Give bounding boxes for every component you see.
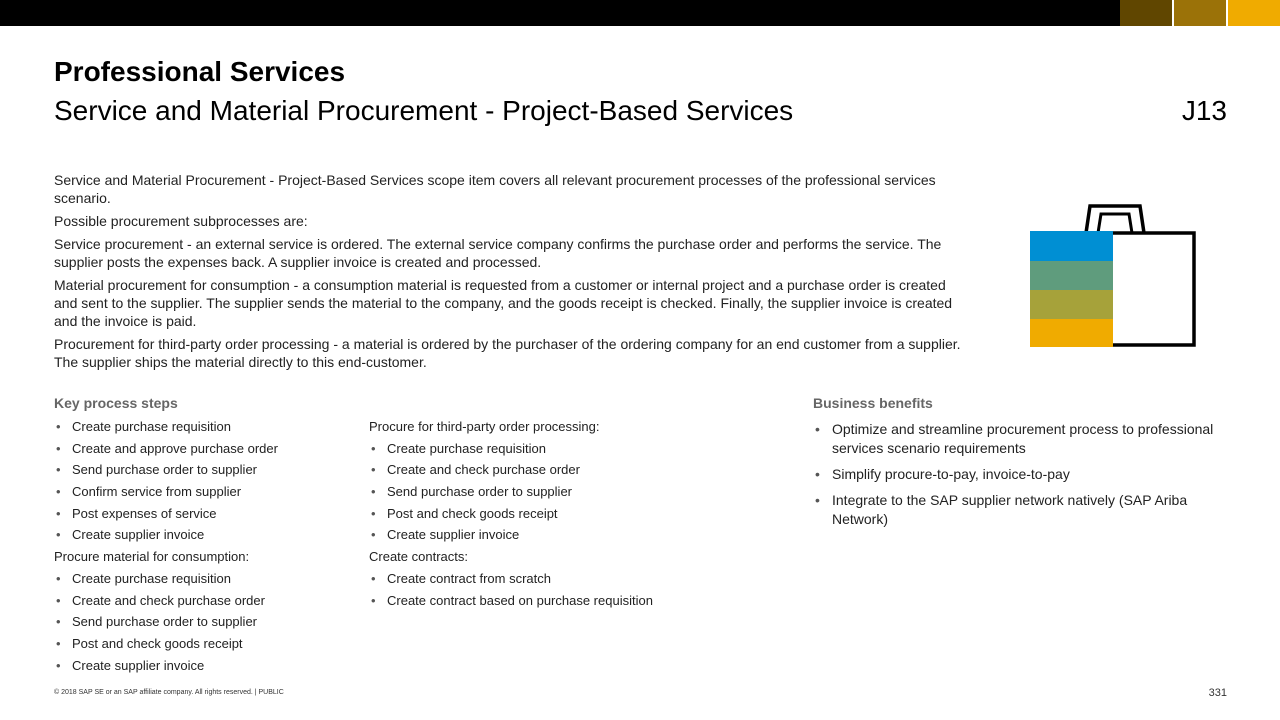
process-step-item: • Send purchase order to supplier [369, 481, 653, 503]
bag-handle-inner [1098, 214, 1132, 233]
process-group-label: Procure material for consumption: [54, 549, 250, 565]
key-steps-heading: Key process steps [54, 395, 178, 411]
process-step-item: • Create and approve purchase order [54, 438, 278, 460]
intro-paragraph: Possible procurement subprocesses are: [54, 213, 308, 229]
process-step-item: • Create and check purchase order [369, 459, 653, 481]
intro-paragraph: Procurement for third-party order processing - a material is ordered by the purchaser of the ordering company for an end customer from a supplier. The supplier ships the material directly to this end-customer. [54, 336, 961, 370]
process-step-item: • Confirm service from supplier [54, 481, 278, 503]
process-step-item: • Create contract based on purchase requisition [369, 590, 653, 612]
top-bar [0, 0, 1120, 26]
process-group-label: Procure for third-party order processing: [369, 419, 600, 434]
process-step-item: • Create purchase requisition [54, 568, 278, 590]
intro-paragraph: Service and Material Procurement - Project-Based Services scope item covers all relevant procurement processes of the professional services scenario. [54, 172, 936, 206]
scope-item-code: J13 [1181, 95, 1227, 126]
key-steps-column-2 [369, 416, 653, 611]
process-step-item: • Post and check goods receipt [54, 633, 278, 655]
process-step-item: • Post expenses of service [54, 503, 278, 525]
intro-paragraph: Material procurement for consumption - a consumption material is requested from a customer or internal project and a purchase order is created and sent to the supplier. The supplier sends the material to the company, and the goods receipt is checked. Finally, the supplier invoice is created and the invoice is paid. [54, 277, 953, 329]
process-step-item: • Create purchase requisition [54, 416, 278, 438]
shopping-bag-icon [1028, 200, 1198, 350]
process-step-item: • Create supplier invoice [54, 655, 278, 677]
slide-subtitle: Service and Material Procurement - Project-Based Services [54, 95, 794, 126]
benefits-heading: Business benefits [813, 395, 933, 411]
process-step-item: • Create contract from scratch [369, 568, 653, 590]
process-step-item: • Create supplier invoice [369, 524, 653, 546]
intro-paragraph: Service procurement - an external service is ordered. The external service company confirms the purchase order and performs the service. The supplier posts the expenses back. A supplier invoice is created and processed. [54, 236, 942, 270]
slide-title: Professional Services [54, 56, 346, 87]
process-step-item: • Create purchase requisition [369, 438, 653, 460]
bag-stripe-green [1030, 261, 1113, 290]
process-step-item: • Create and check purchase order [54, 590, 278, 612]
copyright-footer: © 2018 SAP SE or an SAP affiliate company. All rights reserved. | PUBLIC [54, 689, 284, 696]
accent-block-mid [1174, 0, 1226, 26]
page-number: 331 [1208, 687, 1227, 699]
accent-block-dark [1120, 0, 1172, 26]
process-step-item: • Send purchase order to supplier [54, 459, 278, 481]
intro-text [54, 171, 964, 376]
process-step-item: • Post and check goods receipt [369, 503, 653, 525]
bag-handle-outer [1086, 206, 1144, 233]
key-steps-column-1 [54, 416, 278, 676]
benefit-item: • Optimize and streamline procurement process to professional services scenario requirements [813, 420, 1243, 458]
benefit-item: • Integrate to the SAP supplier network natively (SAP Ariba Network) [813, 491, 1243, 529]
bag-stripe-olive [1030, 290, 1113, 319]
bag-stripe-yellow [1030, 319, 1113, 347]
process-group-label: Create contracts: [369, 549, 468, 565]
process-step-item: • Send purchase order to supplier [54, 611, 278, 633]
bag-stripe-blue [1030, 231, 1113, 261]
accent-block-gold [1228, 0, 1280, 26]
benefits-list [813, 420, 1243, 536]
process-step-item: • Create supplier invoice [54, 524, 278, 546]
benefit-item: • Simplify procure-to-pay, invoice-to-pay [813, 465, 1243, 484]
